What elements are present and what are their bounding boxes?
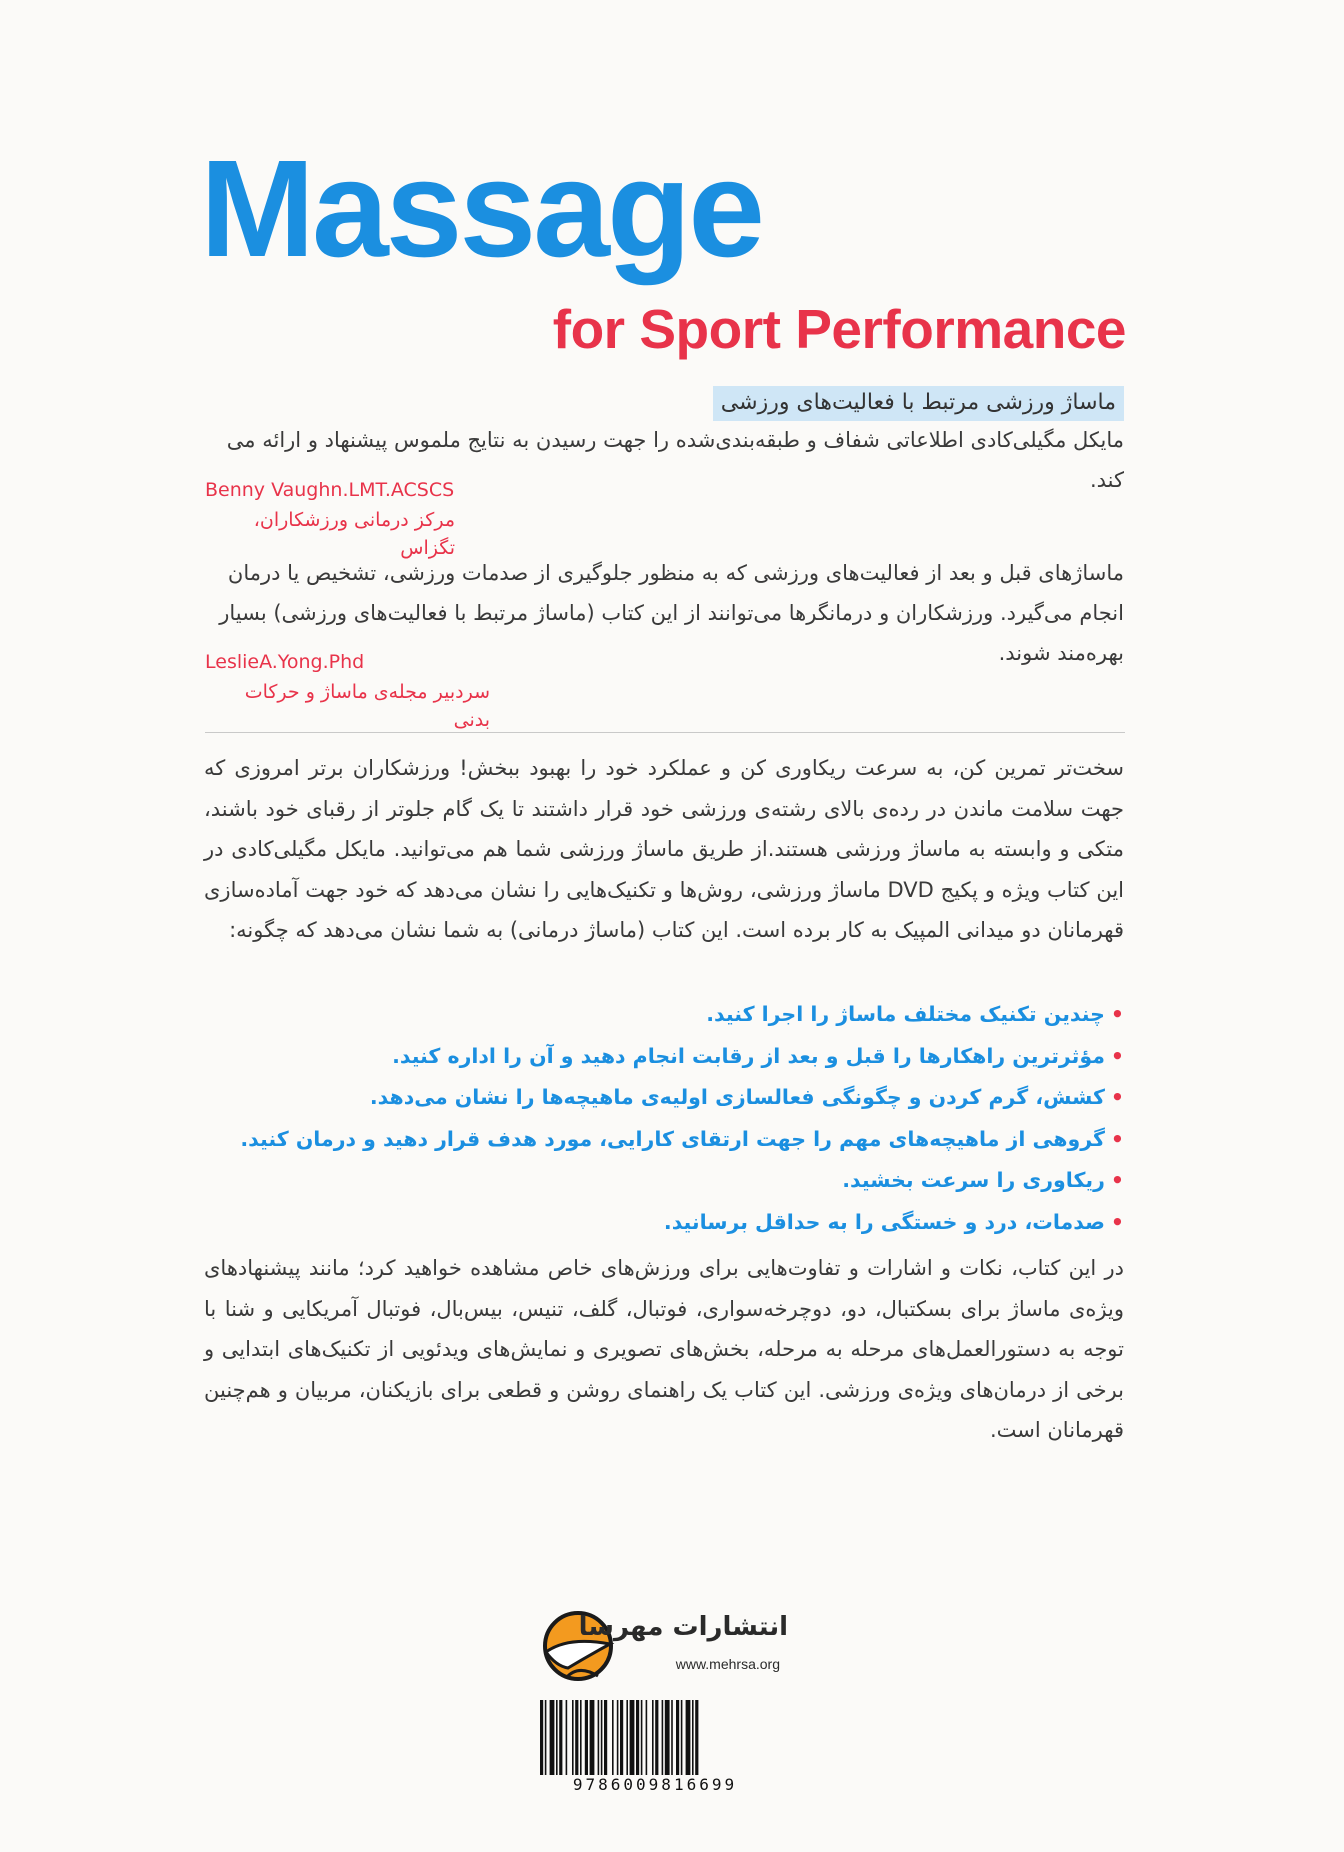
barcode-bar [662, 1700, 664, 1775]
bullet-dot-icon: • [1110, 1085, 1124, 1109]
description-paragraph: سخت‌تر تمرین کن، به سرعت ریکاوری کن و عملکرد خود را بهبود ببخش! ورزشکاران برتر امروزی که جهت سلامت ماندن در رده‌ی بالای رشته‌ی ورزشی خود قرار داشتند تا یک گام جلوتر از رقبای خود باشند، متکی و وابسته به ماساژ ورزشی هستند.از طریق ماساژ ورزشی شما هم می‌توانید. مایکل مگیلی‌کادی در این کتاب ویژه و پکیج DVD ماساژ ورزشی، روش‌ها و تکنیک‌هایی را نشان می‌دهد که خود جهت آماده‌سازی قهرمانان دو میدانی المپیک به کار برده است. این کتاب (ماساژ درمانی) به شما نشان می‌دهد که چگونه: [204, 756, 1124, 942]
list-item [204, 1036, 1124, 1078]
list-item [204, 1160, 1124, 1202]
list-item [204, 994, 1124, 1036]
bullet-dot-icon: • [1110, 1002, 1124, 1026]
barcode-bar [566, 1700, 568, 1775]
list-item-text: چندین تکنیک مختلف ماساژ را اجرا کنید. [706, 1002, 1105, 1026]
bullet-dot-icon: • [1110, 1043, 1124, 1068]
publisher-url: www.mehrsa.org [675, 1656, 780, 1672]
publisher-logo [538, 1606, 788, 1686]
book-subtitle: for Sport Performance [552, 298, 1126, 360]
isbn-number: 9786009816699 [572, 1775, 738, 1794]
barcode-bar [695, 1700, 698, 1775]
barcode-bar [598, 1700, 600, 1775]
isbn-barcode [538, 1700, 772, 1775]
barcode-bar [617, 1700, 619, 1775]
quote-1-text: مایکل مگیلی‌کادی اطلاعاتی شفاف و طبقه‌بندی‌شده را جهت رسیدن به نتایج ملموس پیشنهاد و ارائه می کند. [226, 428, 1124, 492]
bullet-dot-icon: • [1110, 1126, 1124, 1151]
barcode-bar [612, 1700, 614, 1775]
list-item-text: ریکاوری را سرعت بخشید. [842, 1168, 1105, 1192]
barcode-bar [556, 1700, 558, 1775]
barcode-bar [585, 1700, 588, 1775]
persian-tagline: ماساژ ورزشی مرتبط با فعالیت‌های ورزشی [713, 386, 1124, 421]
barcode-bar [652, 1700, 654, 1775]
tagline-container [713, 386, 1124, 421]
quote-2-text: ماساژهای قبل و بعد از فعالیت‌های ورزشی که به منظور جلوگیری از صدمات ورزشی، تشخیص یا درمان انجام می‌گیرد. ورزشکاران و درمانگرها می‌توانند از این کتاب (ماساژ مرتبط با فعالیت‌های ورزشی) بسیار بهره‌مند شوند. [219, 561, 1124, 665]
list-item-text: صدمات، درد و خستگی را به حداقل برسانید. [663, 1209, 1105, 1234]
book-title: Massage [200, 132, 762, 286]
bullet-dot-icon: • [1110, 1168, 1124, 1192]
list-item [204, 1119, 1124, 1161]
list-item [204, 1202, 1124, 1244]
barcode-bar [655, 1700, 658, 1775]
quote-2-author-title: سردبیر مجله‌ی ماساژ و حرکات بدنی [244, 681, 490, 731]
closing-paragraph: در این کتاب، نکات و اشارات و تفاوت‌هایی برای ورزش‌های خاص مشاهده خواهید کرد؛ مانند پیشنهادهای ویژه‌ی ماساژ برای بسکتبال، دو، دوچرخه‌سواری، فوتبال، گلف، تنیس، بیس‌بال، فوتبال آمریکایی و شنا با توجه به دستورالعمل‌های مرحله به مرحله، بخش‌های تصویری و نمایش‌های ویدئویی از تکنیک‌های ابتدایی و برخی از درمان‌های ویژه‌ی ورزشی. این کتاب یک راهنمای روشن و قطعی برای بازیکنان، مربیان و هم‌چنین قهرمانان است. [204, 1256, 1124, 1442]
list-item-text: گروهی از ماهیچه‌های مهم را جهت ارتقای کارایی، مورد هدف قرار دهید و درمان کنید. [240, 1126, 1105, 1151]
list-item-text: مؤثرترین راهکارها را قبل و بعد از رقابت انجام دهید و آن را اداره کنید. [392, 1043, 1105, 1068]
barcode-bar [641, 1700, 643, 1775]
list-item [204, 1077, 1124, 1119]
quote-2-author-name: LeslieA.Yong.Phd [205, 651, 365, 673]
barcode-bar [572, 1700, 574, 1775]
barcode-bar [601, 1700, 603, 1775]
barcode-bar [676, 1700, 679, 1775]
barcode-bar [630, 1700, 635, 1775]
bullet-dot-icon: • [1110, 1209, 1124, 1234]
barcode-bar [620, 1700, 623, 1775]
feature-list [204, 994, 1124, 1243]
quote-1-author-title: مرکز درمانی ورزشکاران، تگزاس [253, 509, 455, 559]
barcode-bar [590, 1700, 595, 1775]
list-item-text: کشش، گرم کردن و چگونگی فعالسازی اولیه‌ی ماهیچه‌ها را نشان می‌دهد. [369, 1085, 1105, 1109]
section-divider [205, 732, 1125, 733]
barcode-bar [626, 1700, 628, 1775]
barcode-bar [550, 1700, 555, 1775]
barcode-bar [686, 1700, 691, 1775]
quote-1-author-name: Benny Vaughn.LMT.ACSCS [205, 479, 455, 501]
barcode-bar [646, 1700, 648, 1775]
barcode-bar [692, 1700, 694, 1775]
barcode-bar [636, 1700, 639, 1775]
barcode-bar [580, 1700, 582, 1775]
barcode-bar [540, 1700, 543, 1775]
barcode-bar [665, 1700, 670, 1775]
publisher-name: انتشارات مهرسا [578, 1612, 788, 1642]
barcode-bar [604, 1700, 607, 1775]
barcode-bar [671, 1700, 673, 1775]
barcode-bar [559, 1700, 562, 1775]
barcode-bar [575, 1700, 578, 1775]
barcode-bar [681, 1700, 683, 1775]
barcode-bar [545, 1700, 547, 1775]
